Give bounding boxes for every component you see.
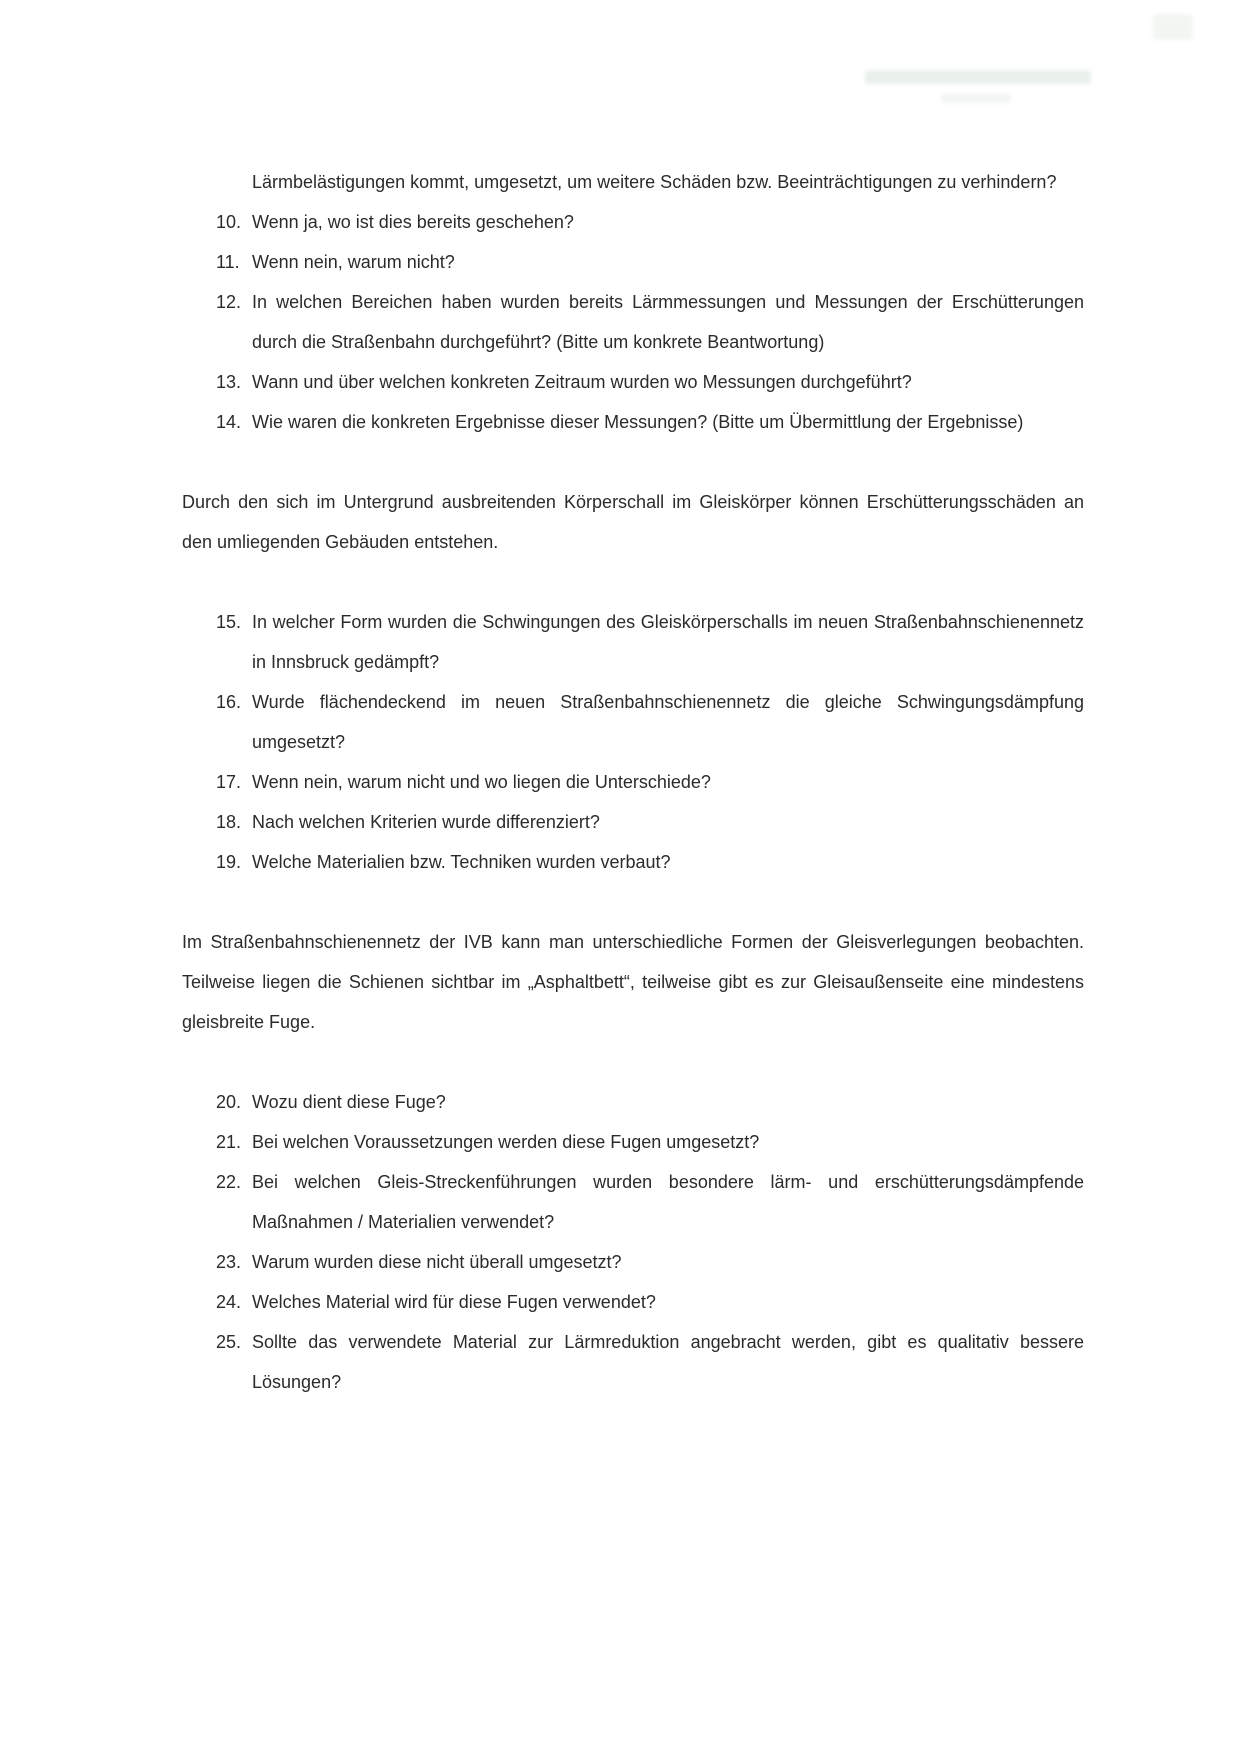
question-list [182, 602, 1084, 882]
question-text: Sollte das verwendete Material zur Lärmreduktion angebracht werden, gibt es qualitativ bessere Lösungen? [252, 1332, 1084, 1392]
question-item [216, 202, 1084, 242]
question-number: 19. [216, 852, 242, 872]
question-item [216, 402, 1084, 442]
question-number: 13. [216, 372, 242, 392]
question-number: 22. [216, 1172, 242, 1192]
question-list [182, 1082, 1084, 1402]
question-text: Wenn nein, warum nicht und wo liegen die Unterschiede? [252, 772, 711, 792]
question-number: 23. [216, 1252, 242, 1272]
question-number: 15. [216, 612, 242, 632]
question-text: Wenn nein, warum nicht? [252, 252, 455, 272]
question-number: 24. [216, 1292, 242, 1312]
question-number: 20. [216, 1092, 242, 1112]
question-text: Bei welchen Voraussetzungen werden diese Fugen umgesetzt? [252, 1132, 760, 1152]
question-number: 12. [216, 292, 242, 312]
question-item [216, 1282, 1084, 1322]
question-number: 18. [216, 812, 242, 832]
question-item [216, 242, 1084, 282]
question-item [216, 1122, 1084, 1162]
question-list [182, 202, 1084, 442]
question-item [216, 1162, 1084, 1242]
question-item [216, 1082, 1084, 1122]
question-item [216, 1322, 1084, 1402]
question-number: 14. [216, 412, 242, 432]
question-list-continued [182, 162, 1084, 202]
faint-letterhead-mark [851, 64, 1101, 120]
question-number: 21. [216, 1132, 242, 1152]
question-number: 25. [216, 1332, 242, 1352]
question-text: Welche Materialien bzw. Techniken wurden verbaut? [252, 852, 671, 872]
question-item [216, 762, 1084, 802]
question-number: 10. [216, 212, 242, 232]
question-number: 16. [216, 692, 242, 712]
question-text: Warum wurden diese nicht überall umgesetzt? [252, 1252, 622, 1272]
question-text: Lärmbelästigungen kommt, umgesetzt, um weitere Schäden bzw. Beeinträchtigungen zu verhindern? [252, 172, 1057, 192]
question-item [216, 842, 1084, 882]
question-item [216, 602, 1084, 682]
question-item [216, 1242, 1084, 1282]
page-number-mark [1153, 14, 1193, 40]
question-item [216, 802, 1084, 842]
question-text: Wann und über welchen konkreten Zeitraum wurden wo Messungen durchgeführt? [252, 372, 912, 392]
question-text: Wozu dient diese Fuge? [252, 1092, 446, 1112]
question-item [216, 362, 1084, 402]
question-number: 11. [216, 252, 240, 272]
body-paragraph: Durch den sich im Untergrund ausbreitenden Körperschall im Gleiskörper können Erschütterungsschäden an den umliegenden Gebäuden entstehen. [182, 492, 1084, 552]
question-text: Wenn ja, wo ist dies bereits geschehen? [252, 212, 574, 232]
question-item [216, 682, 1084, 762]
document-body [182, 202, 1084, 1402]
question-text: In welchen Bereichen haben wurden bereits Lärmmessungen und Messungen der Erschütterungen durch die Straßenbahn durchgeführt? (Bitte um konkrete Beantwortung) [252, 292, 1084, 352]
question-number: 17. [216, 772, 242, 792]
body-paragraph: Im Straßenbahnschienennetz der IVB kann man unterschiedliche Formen der Gleisverlegungen beobachten. Teilweise liegen die Schienen sichtbar im „Asphaltbett“, teilweise gibt es zur Gleisaußenseite eine mindestens gleisbreite Fuge. [182, 932, 1084, 1032]
question-text: Wie waren die konkreten Ergebnisse dieser Messungen? (Bitte um Übermittlung der Ergebnisse) [252, 412, 1024, 432]
question-text: Wurde flächendeckend im neuen Straßenbahnschienennetz die gleiche Schwingungsdämpfung umgesetzt? [252, 692, 1084, 752]
question-text: Nach welchen Kriterien wurde differenziert? [252, 812, 600, 832]
question-9-continuation [216, 162, 1084, 202]
question-text: Bei welchen Gleis-Streckenführungen wurden besondere lärm- und erschütterungsdämpfende Maßnahmen / Materialien verwendet? [252, 1172, 1084, 1232]
question-item [216, 282, 1084, 362]
question-text: Welches Material wird für diese Fugen verwendet? [252, 1292, 656, 1312]
question-text: In welcher Form wurden die Schwingungen des Gleiskörperschalls im neuen Straßenbahnschienennetz in Innsbruck gedämpft? [252, 612, 1084, 672]
